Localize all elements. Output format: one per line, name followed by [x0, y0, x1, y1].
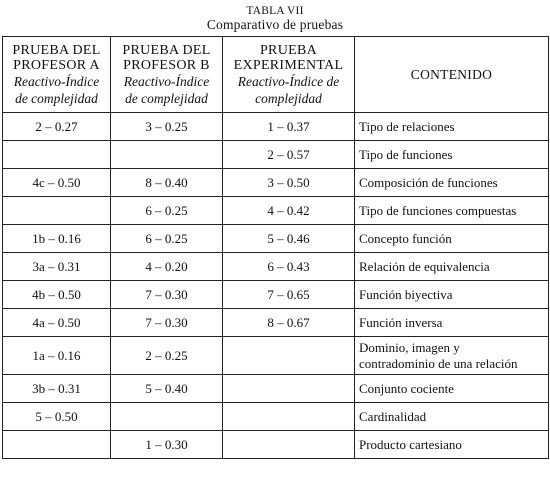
table-row	[3, 375, 549, 403]
cell-contenido	[355, 225, 549, 253]
cell-experimental	[223, 375, 355, 403]
table-row	[3, 431, 549, 459]
header-profesor-a	[3, 37, 111, 113]
table-caption	[0, 0, 550, 36]
cell-experimental	[223, 337, 355, 375]
cell-profesor-a	[3, 197, 111, 225]
cell-profesor-b: 7 – 0.30	[111, 309, 223, 337]
table-row	[3, 403, 549, 431]
cell-profesor-b: 2 – 0.25	[111, 337, 223, 375]
cell-experimental: 1 – 0.37	[223, 113, 355, 141]
table-row	[3, 337, 549, 375]
header-subtitle: de complejidad	[15, 91, 98, 106]
header-subtitle: Reactivo-Índice	[13, 74, 100, 89]
cell-experimental	[223, 403, 355, 431]
cell-experimental: 7 – 0.65	[223, 281, 355, 309]
contenido-line: Tipo de funciones compuestas	[359, 202, 517, 218]
contenido-line: Función inversa	[359, 314, 443, 330]
cell-contenido	[355, 141, 549, 169]
contenido-line: contradominio de una relación	[359, 355, 518, 371]
cell-profesor-a: 4a – 0.50	[3, 309, 111, 337]
cell-profesor-a	[3, 431, 111, 459]
table-title: Comparativo de pruebas	[206, 17, 344, 32]
contenido-line: Composición de funciones	[359, 174, 498, 190]
contenido-line: Conjunto cociente	[359, 380, 454, 396]
cell-profesor-b: 8 – 0.40	[111, 169, 223, 197]
cell-contenido	[355, 281, 549, 309]
header-subtitle: de complejidad	[125, 91, 208, 106]
header-subtitle: Reactivo-Índice de	[237, 74, 340, 89]
contenido-line: Relación de equivalencia	[359, 258, 490, 274]
cell-profesor-b: 1 – 0.30	[111, 431, 223, 459]
cell-contenido	[355, 403, 549, 431]
table-row	[3, 197, 549, 225]
cell-experimental: 3 – 0.50	[223, 169, 355, 197]
contenido-line: Tipo de funciones	[359, 146, 453, 162]
table-body	[3, 113, 549, 459]
header-subtitle: Reactivo-Índice	[123, 74, 210, 89]
table-row	[3, 141, 549, 169]
header-profesor-b	[111, 37, 223, 113]
cell-profesor-a: 3a – 0.31	[3, 253, 111, 281]
cell-profesor-b: 4 – 0.20	[111, 253, 223, 281]
header-line: EXPERIMENTAL	[233, 58, 344, 73]
contenido-line: Producto cartesiano	[359, 436, 462, 452]
header-experimental	[223, 37, 355, 113]
cell-experimental: 5 – 0.46	[223, 225, 355, 253]
table-row	[3, 253, 549, 281]
cell-profesor-a: 5 – 0.50	[3, 403, 111, 431]
cell-profesor-a: 1a – 0.16	[3, 337, 111, 375]
cell-experimental: 8 – 0.67	[223, 309, 355, 337]
cell-profesor-a: 1b – 0.16	[3, 225, 111, 253]
cell-contenido	[355, 309, 549, 337]
cell-contenido	[355, 253, 549, 281]
cell-contenido	[355, 337, 549, 375]
cell-profesor-b: 6 – 0.25	[111, 225, 223, 253]
table-row	[3, 169, 549, 197]
cell-profesor-a: 4c – 0.50	[3, 169, 111, 197]
cell-profesor-a: 2 – 0.27	[3, 113, 111, 141]
contenido-line: Cardinalidad	[359, 408, 427, 424]
header-line: PROFESOR B	[123, 58, 210, 73]
cell-contenido	[355, 375, 549, 403]
header-subtitle: complejidad	[255, 91, 322, 106]
header-line: PROFESOR A	[13, 58, 100, 73]
header-line: PRUEBA	[259, 43, 318, 58]
header-line: PRUEBA DEL	[12, 43, 101, 58]
cell-profesor-b	[111, 141, 223, 169]
contenido-line: Tipo de relaciones	[359, 118, 455, 134]
cell-profesor-b	[111, 403, 223, 431]
cell-profesor-b: 3 – 0.25	[111, 113, 223, 141]
cell-profesor-b: 7 – 0.30	[111, 281, 223, 309]
header-line: PRUEBA DEL	[122, 43, 211, 58]
cell-experimental: 4 – 0.42	[223, 197, 355, 225]
contenido-line: Concepto función	[359, 230, 452, 246]
contenido-line: Dominio, imagen y	[359, 339, 460, 355]
comparison-table	[2, 36, 549, 459]
header-contenido: CONTENIDO	[355, 37, 549, 113]
cell-contenido	[355, 197, 549, 225]
cell-contenido	[355, 431, 549, 459]
contenido-line: Función biyectiva	[359, 286, 453, 302]
table-row	[3, 225, 549, 253]
table-row	[3, 281, 549, 309]
cell-experimental: 2 – 0.57	[223, 141, 355, 169]
cell-profesor-a: 4b – 0.50	[3, 281, 111, 309]
table-number: TABLA VII	[246, 5, 304, 17]
cell-experimental	[223, 431, 355, 459]
cell-experimental: 6 – 0.43	[223, 253, 355, 281]
cell-contenido	[355, 113, 549, 141]
cell-profesor-a	[3, 141, 111, 169]
table-row	[3, 309, 549, 337]
cell-profesor-b: 5 – 0.40	[111, 375, 223, 403]
table-row	[3, 113, 549, 141]
cell-profesor-b: 6 – 0.25	[111, 197, 223, 225]
cell-contenido	[355, 169, 549, 197]
header-row	[3, 37, 549, 113]
cell-profesor-a: 3b – 0.31	[3, 375, 111, 403]
